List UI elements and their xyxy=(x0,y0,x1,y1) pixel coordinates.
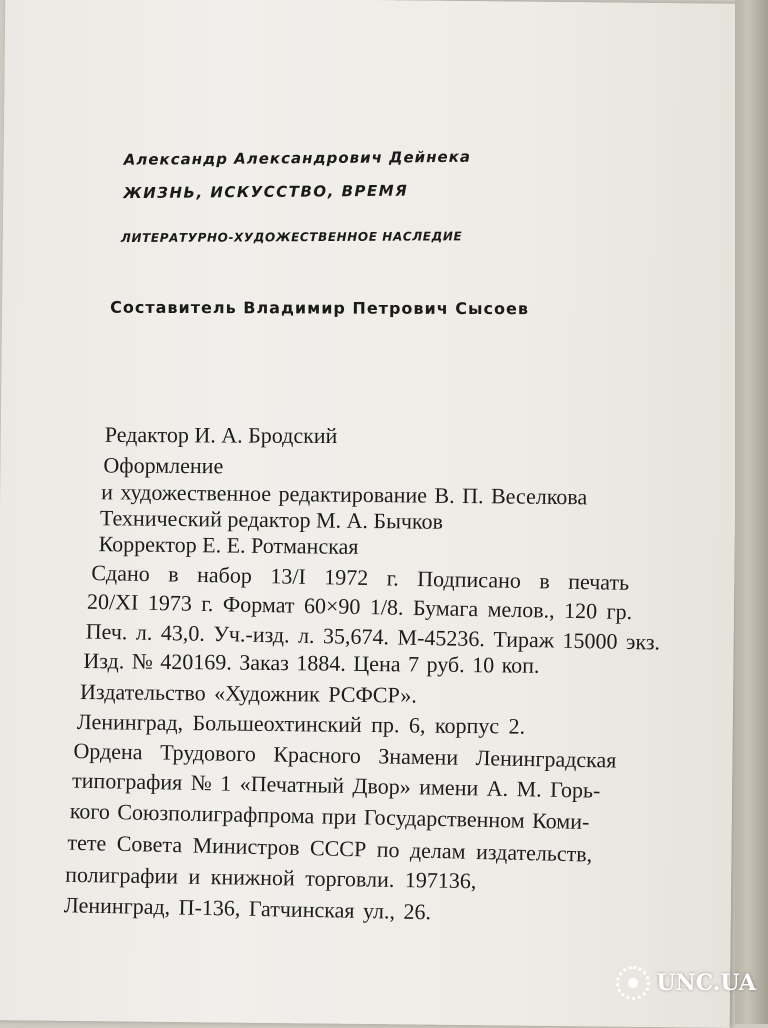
watermark xyxy=(616,966,756,1000)
imprint-line: Оформление xyxy=(103,452,224,479)
imprint-line: Ордена Трудового Красного Знамени Ленинградская xyxy=(73,738,617,773)
imprint-line: Изд. № 420169. Заказ 1884. Цена 7 руб. 10 коп. xyxy=(83,648,540,678)
imprint-line: 20/XI 1973 г. Формат 60×90 1/8. Бумага мелов., 120 гр. xyxy=(86,588,633,625)
book-title: ЖИЗНЬ, ИСКУССТВО, ВРЕМЯ xyxy=(123,181,409,203)
imprint-line: типография № 1 «Печатный Двор» имени А. М. Горь- xyxy=(71,767,601,803)
compiler-line: Составитель Владимир Петрович Сысоев xyxy=(110,297,529,319)
imprint-line: и художественное редактирование В. П. Веселкова xyxy=(101,479,588,510)
imprint-line: Сдано в набор 13/I 1972 г. Подписано в печать xyxy=(91,560,630,595)
sun-logo-icon xyxy=(616,966,650,1000)
imprint-line: кого Союзполиграфпрома при Государственном Коми- xyxy=(69,798,590,835)
imprint-line: Технический редактор М. А. Бычков xyxy=(99,505,444,534)
imprint-line: Корректор Е. Е. Ротманская xyxy=(98,531,359,559)
watermark-text: UNC.UA xyxy=(656,970,756,996)
imprint-line: Ленинград, П-136, Гатчинская ул., 26. xyxy=(63,892,432,925)
book-subtitle: ЛИТЕРАТУРНО-ХУДОЖЕСТВЕННОЕ НАСЛЕДИЕ xyxy=(120,229,463,246)
imprint-line: Печ. л. 43,0. Уч.-изд. л. 35,674. М-45236. Тираж 15000 экз. xyxy=(85,618,661,655)
imprint-line: Ленинград, Большеохтинский пр. 6, корпус 2. xyxy=(76,708,526,739)
page-edge xyxy=(735,0,768,1024)
author-name: Александр Александрович Дейнека xyxy=(123,147,472,169)
imprint-line: Редактор И. А. Бродский xyxy=(104,421,338,449)
imprint-line: Издательство «Художник РСФСР». xyxy=(79,679,417,708)
imprint-line: тете Совета Министров СССР по делам издательств, xyxy=(67,829,593,867)
imprint-line: полиграфии и книжной торговли. 197136, xyxy=(64,861,477,894)
